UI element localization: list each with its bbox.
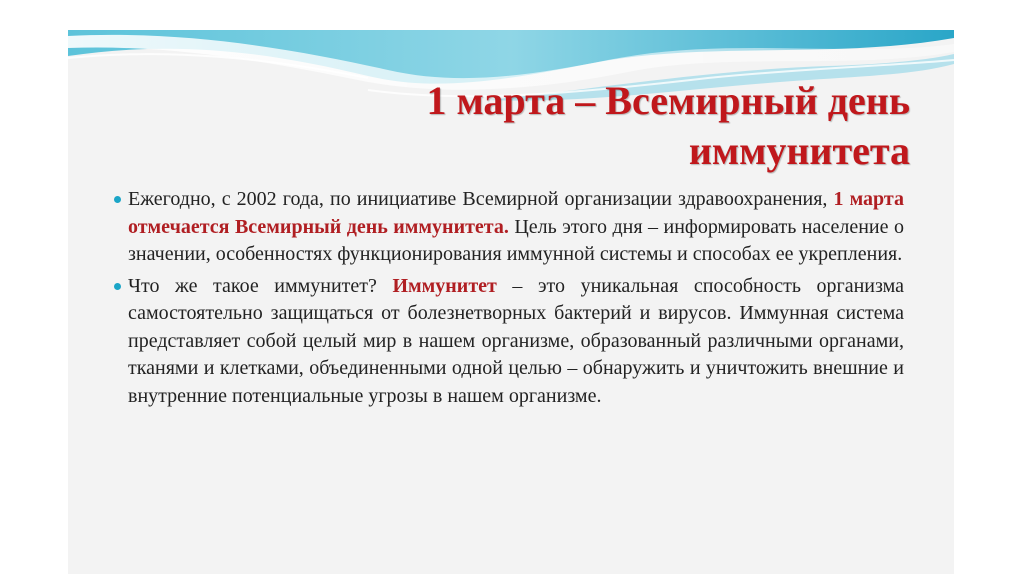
bullet-dot-icon: [114, 283, 121, 290]
bullet-1-text-start: Ежегодно, с 2002 года, по инициативе Всемирной организации здравоохранения,: [128, 188, 834, 210]
slide-title-line1: 1 марта – Всемирный день: [426, 78, 910, 123]
bullet-1-text-end: Цель этого дня – информировать население о значении, особенностях функционирования иммунной системы и способах ее укрепления.: [128, 215, 904, 265]
bullet-2-highlight: Иммунитет: [392, 274, 497, 297]
bullet-2-text-end: – это уникальная способность организма самостоятельно защищаться от болезнетворных бактерий и вирусов. Иммунная система представляет собой целый мир в нашем организме, образованный различными органами, тканями и клетками, объединенными одной целью – обнаружить и уничтожить внешние и внутренние потенциальные угрозы в нашем организме.: [128, 274, 904, 407]
bullet-paragraph-2: [128, 273, 904, 411]
bullet-dot-icon: [114, 196, 121, 203]
slide-body: [128, 186, 904, 414]
slide-title-line2: иммунитета: [688, 128, 910, 173]
bullet-2-text-start: Что же такое иммунитет?: [128, 274, 393, 297]
slide: [68, 30, 954, 574]
bullet-paragraph-1: [128, 186, 904, 269]
slide-title: [68, 76, 910, 176]
bullet-1-highlight: 1 марта отмечается Всемирный день иммунитета.: [128, 188, 904, 238]
